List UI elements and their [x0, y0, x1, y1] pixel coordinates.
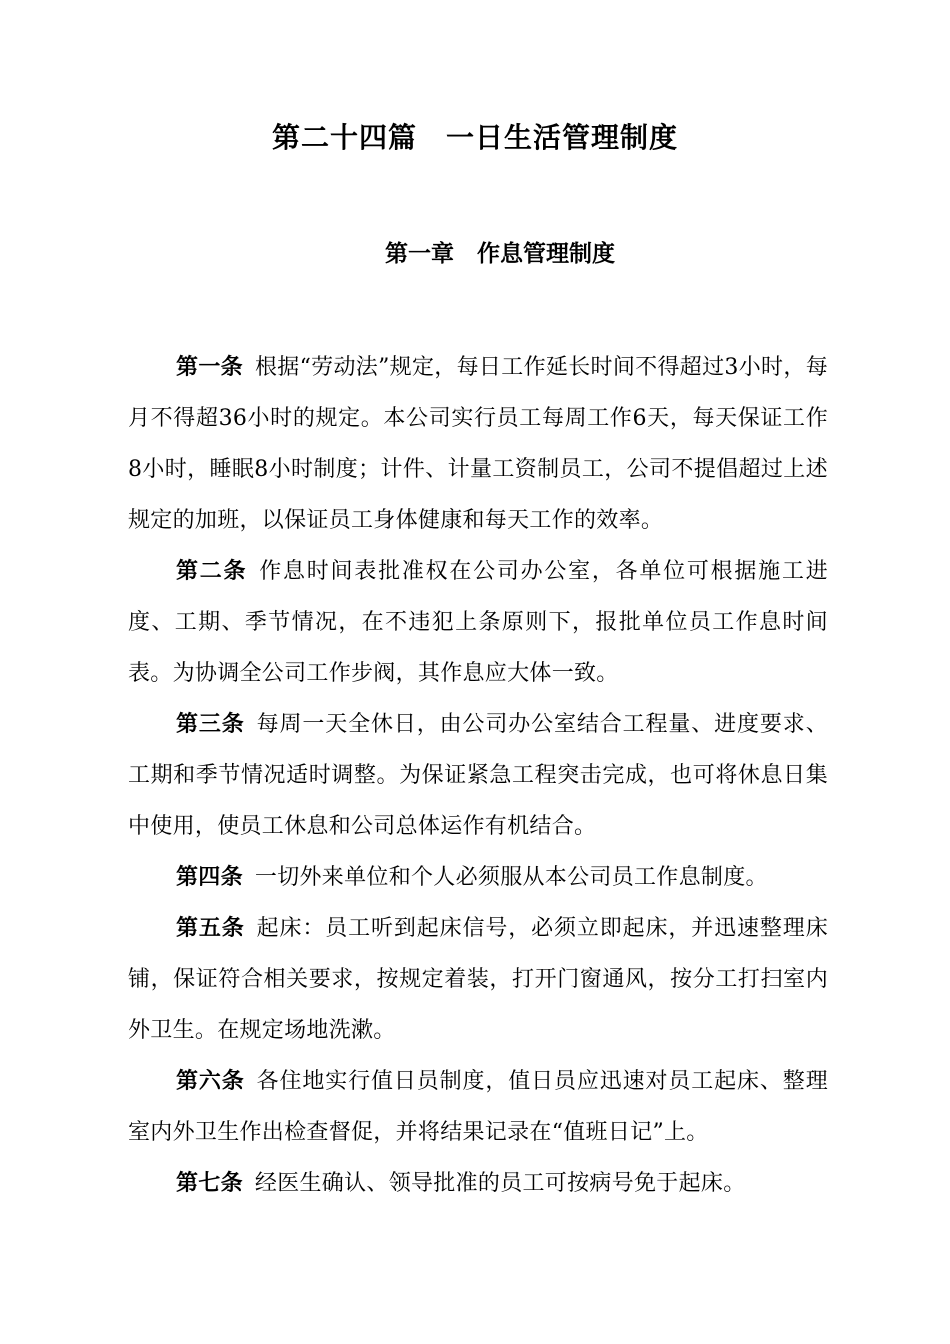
- article-label: 第一条: [176, 355, 243, 380]
- article-3: [128, 699, 828, 852]
- article-label: 第六条: [176, 1069, 245, 1094]
- article-label: 第七条: [176, 1171, 243, 1196]
- article-label: 第四条: [176, 865, 243, 890]
- article-text: 一切外来单位和个人必须服从本公司员工作息制度。: [254, 865, 768, 890]
- article-text: 经医生确认、领导批准的员工可按病号免于起床。: [254, 1171, 746, 1196]
- article-text: 起床：员工听到起床信号，必须立即起床，并迅速整理床铺，保证符合相关要求，按规定着装，打开门窗通风，按分工打扫室内外卫生。在规定场地洗漱。: [128, 916, 828, 1043]
- article-7: [128, 1158, 828, 1209]
- article-6: [128, 1056, 828, 1158]
- article-2: [128, 546, 828, 699]
- article-label: 第二条: [176, 559, 248, 584]
- document-title: 第二十四篇 一日生活管理制度: [271, 121, 678, 154]
- article-text: 作息时间表批准权在公司办公室，各单位可根据施工进度、工期、季节情况，在不违犯上条原则下，报批单位员工作息时间表。为协调全公司工作步阀，其作息应大体一致。: [128, 559, 829, 686]
- article-4: [128, 852, 828, 903]
- article-5: [128, 903, 828, 1056]
- chapter-title: 第一章 作息管理制度: [385, 241, 615, 267]
- article-label: 第三条: [176, 712, 245, 737]
- article-text: 各住地实行值日员制度，值日员应迅速对员工起床、整理室内外卫生作出检查督促，并将结果记录在“值班日记”上。: [128, 1069, 828, 1145]
- article-label: 第五条: [176, 916, 245, 941]
- document-body: [128, 342, 828, 1209]
- article-text: 每周一天全休日，由公司办公室结合工程量、进度要求、工期和季节情况适时调整。为保证紧急工程突击完成，也可将休息日集中使用，使员工休息和公司总体运作有机结合。: [128, 712, 828, 839]
- article-1: [128, 342, 828, 546]
- article-text: 根据“劳动法”规定，每日工作延长时间不得超过3小时，每月不得超36小时的规定。本公司实行员工每周工作6天，每天保证工作8小时，睡眠8小时制度；计件、计量工资制员工，公司不提倡超过上述规定的加班，以保证员工身体健康和每天工作的效率。: [128, 355, 828, 533]
